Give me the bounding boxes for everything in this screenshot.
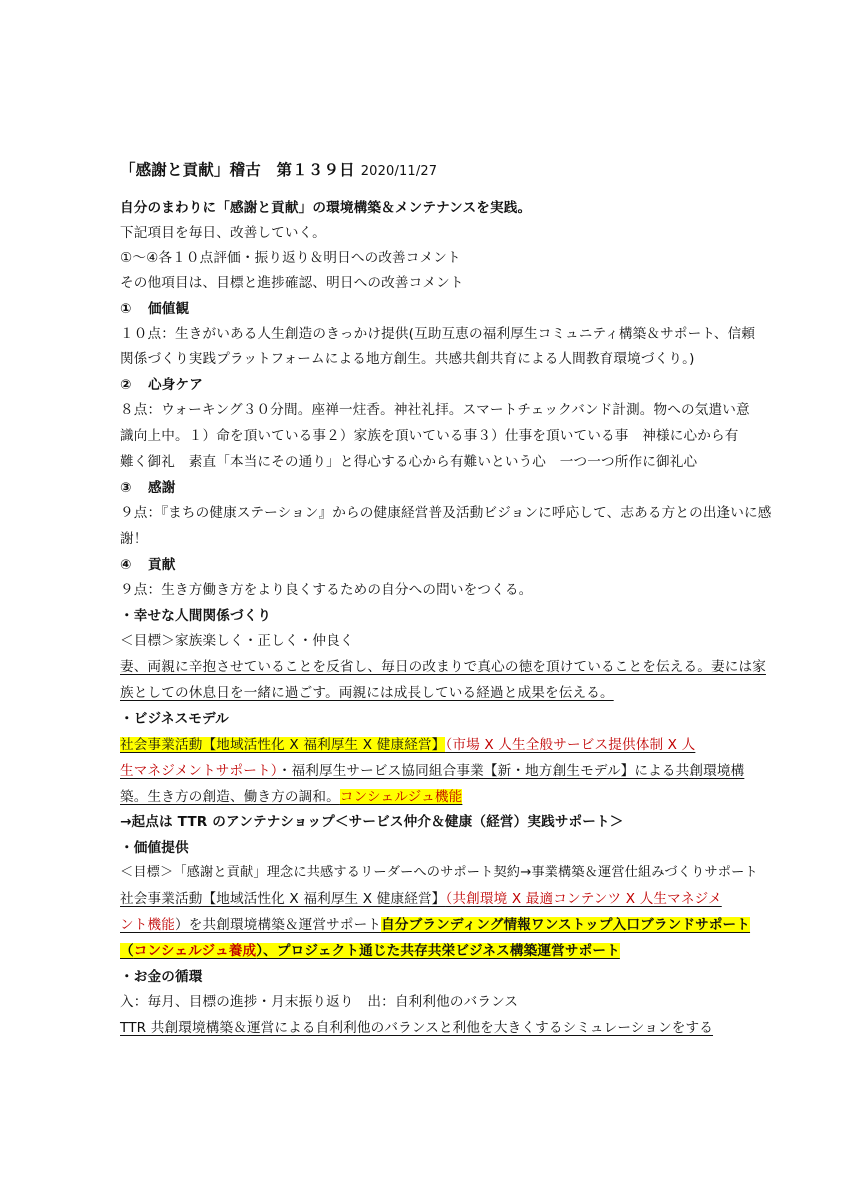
business-line-1 (120, 735, 740, 755)
relations-heading: ・幸せな人間関係づくり (120, 608, 272, 624)
business-line-4: →起点は TTR のアンテナショップ＜サービス仲介＆健康（経営）実践サポート＞ (120, 814, 624, 830)
business-line-1-highlight: 社会事業活動【地域活性化 X 福利厚生 X 健康経営】 (120, 737, 446, 753)
section-2-number: ② (120, 377, 132, 393)
value-line-3-highlight: ）、プロジェクト通じた共存共栄ビジネス構築運営サポート (256, 943, 620, 959)
section-4-line-1: ９点：生き方働き方をより良くするための自分への問いをつくる。 (120, 582, 533, 598)
section-3-line-1: ９点：『まちの健康ステーション』からの健康経営普及活動ビジョンに呼応して、志ある方との出逢いに感 (120, 505, 772, 521)
value-line-3 (120, 941, 740, 961)
section-1-title: 価値観 (148, 301, 190, 317)
relations-goal: ＜目標＞家族楽しく・正しく・仲良く (120, 633, 354, 649)
business-line-2-red: 生マネジメントサポート） (120, 763, 278, 779)
business-line-2 (120, 761, 745, 781)
value-line-2-text: ）を共創環境構築＆運営サポート (174, 917, 382, 933)
business-line-1-red: （市場 X 人生全般サービス提供体制 X 人 (445, 737, 696, 753)
title-text: 「感謝と貢献」稽古 第１３９日 (120, 161, 355, 179)
business-line-2-text: ・福利厚生サービス協同組合事業【新・地方創生モデル】による共創環境構 (277, 763, 745, 779)
section-1-heading (120, 299, 740, 319)
value-line-3-open: （ (120, 943, 134, 959)
value-line-2-red: ント機能 (120, 917, 175, 933)
value-heading: ・価値提供 (120, 840, 189, 856)
value-line-1-red: （共創環境 X 最適コンテンツ X 人生マネジメ (445, 891, 722, 907)
business-line-3-text: 築。生き方の創造、働き方の調和。 (120, 789, 340, 805)
section-2-line-2: 識向上中。１）命を頂いている事２）家族を頂いている事３）仕事を頂いている事 神様に心から有 (120, 428, 739, 444)
business-line-3 (120, 787, 740, 807)
title-date: 2020/11/27 (360, 164, 438, 179)
intro-line-2: 下記項目を毎日、改善していく。 (120, 225, 326, 241)
relations-line-2: 族としての休息日を一緒に過ごす。両親には成長している経過と成果を伝える。 (120, 685, 614, 701)
section-1-number: ① (120, 301, 132, 317)
relations-line-1: 妻、両親に辛抱させていることを反省し、毎日の改まりで真心の徳を頂けていることを伝える。妻には家 (120, 659, 766, 675)
section-4-title: 貢献 (148, 557, 176, 573)
section-2-line-1: ８点：ウォーキング３０分間。座禅一炷香。神社礼拝。スマートチェックバンド計測。物への気遣い意 (120, 402, 750, 418)
section-2-line-3: 難く御礼 素直「本当にその通り」と得心する心から有難いという心 一つ一つ所作に御礼心 (120, 454, 698, 470)
section-3-number: ③ (120, 480, 132, 496)
section-4-number: ④ (120, 557, 132, 573)
business-line-3-highlight: コンシェルジュ機能 (339, 789, 463, 805)
section-1-line-2: 関係づくり実践プラットフォームによる地方創生。共感共創共育による人間教育環境づくり。) (120, 351, 695, 367)
business-heading: ・ビジネスモデル (120, 711, 229, 727)
section-3-title: 感謝 (148, 480, 176, 496)
money-heading: ・お金の循環 (120, 969, 203, 985)
value-line-3-red: コンシェルジュ養成 (133, 943, 257, 959)
intro-line-1: 自分のまわりに「感謝と貢献」の環境構築＆メンテナンスを実践。 (120, 200, 532, 216)
money-line-2: TTR 共創環境構築＆運営による自利利他のバランスと利他を大きくするシミュレーションをする (120, 1020, 714, 1036)
value-line-1-text: 社会事業活動【地域活性化 X 福利厚生 X 健康経営】 (120, 891, 446, 907)
section-1-line-1: １０点：生きがいある人生創造のきっかけ提供(互助互恵の福利厚生コミュニティ構築＆サポート、信頼 (120, 326, 756, 342)
money-line-1: 入：毎月、目標の進捗・月末振り返り 出：自利利他のバランス (120, 994, 519, 1010)
section-3-line-2: 謝！ (120, 531, 148, 547)
section-3-heading (120, 478, 740, 498)
intro-line-3: ①～④各１０点評価・振り返り＆明日への改善コメント (120, 250, 461, 266)
document-title (120, 160, 740, 182)
value-line-2-highlight: 自分ブランディング情報ワンストップ入口ブランドサポート (381, 917, 751, 933)
section-2-heading (120, 375, 740, 395)
value-line-2 (120, 915, 751, 935)
intro-line-4: その他項目は、目標と進捗確認、明日への改善コメント (120, 275, 464, 291)
section-2-title: 心身ケア (148, 377, 203, 393)
value-goal: ＜目標＞「感謝と貢献」理念に共感するリーダーへのサポート契約→事業構築＆運営仕組みづくりサポート (120, 865, 758, 880)
section-4-heading (120, 555, 740, 575)
value-line-1 (120, 889, 740, 909)
